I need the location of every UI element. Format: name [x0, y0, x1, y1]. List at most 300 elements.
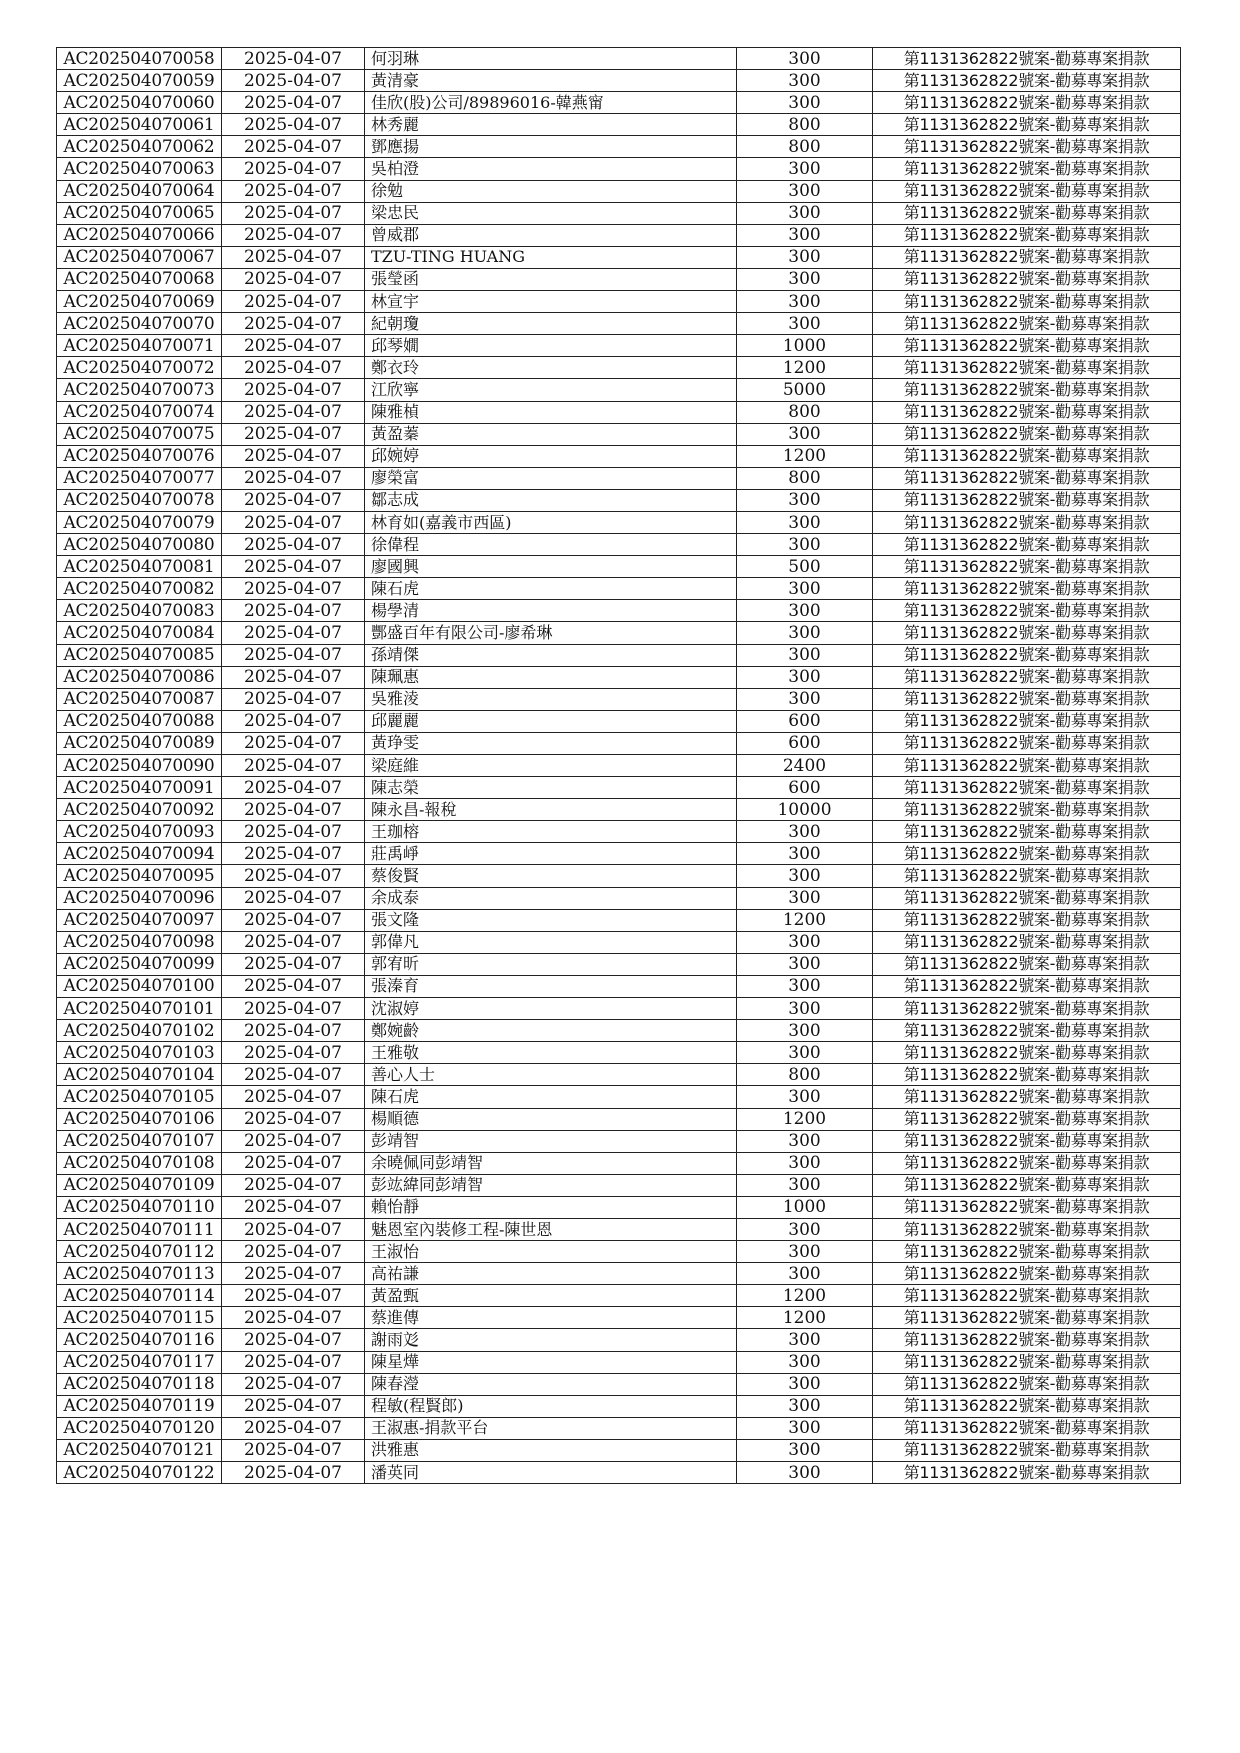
donor-name-cell: 鄭衣玲 — [365, 357, 737, 379]
amount-cell: 800 — [737, 1064, 873, 1086]
donor-name-cell: 梁庭維 — [365, 755, 737, 777]
date-cell: 2025-04-07 — [222, 1241, 365, 1263]
receipt-number-cell: AC202504070062 — [57, 136, 222, 158]
purpose-cell: 第1131362822號案-勸募專案捐款 — [873, 1373, 1181, 1395]
amount-cell: 300 — [737, 953, 873, 975]
amount-cell: 300 — [737, 600, 873, 622]
date-cell: 2025-04-07 — [222, 843, 365, 865]
amount-cell: 300 — [737, 887, 873, 909]
date-cell: 2025-04-07 — [222, 777, 365, 799]
donor-name-cell: 酆盛百年有限公司-廖希琳 — [365, 622, 737, 644]
amount-cell: 300 — [737, 202, 873, 224]
purpose-cell: 第1131362822號案-勸募專案捐款 — [873, 1241, 1181, 1263]
table-row — [57, 467, 1181, 489]
purpose-cell: 第1131362822號案-勸募專案捐款 — [873, 1108, 1181, 1130]
table-row — [57, 1020, 1181, 1042]
table-row — [57, 1064, 1181, 1086]
date-cell: 2025-04-07 — [222, 379, 365, 401]
receipt-number-cell: AC202504070058 — [57, 48, 222, 70]
purpose-cell: 第1131362822號案-勸募專案捐款 — [873, 445, 1181, 467]
purpose-cell: 第1131362822號案-勸募專案捐款 — [873, 821, 1181, 843]
donor-name-cell: 賴怡靜 — [365, 1196, 737, 1218]
purpose-cell: 第1131362822號案-勸募專案捐款 — [873, 268, 1181, 290]
donor-name-cell: 洪雅惠 — [365, 1439, 737, 1461]
receipt-number-cell: AC202504070066 — [57, 224, 222, 246]
amount-cell: 300 — [737, 1373, 873, 1395]
date-cell: 2025-04-07 — [222, 202, 365, 224]
receipt-number-cell: AC202504070109 — [57, 1174, 222, 1196]
date-cell: 2025-04-07 — [222, 644, 365, 666]
amount-cell: 600 — [737, 710, 873, 732]
date-cell: 2025-04-07 — [222, 1196, 365, 1218]
purpose-cell: 第1131362822號案-勸募專案捐款 — [873, 1351, 1181, 1373]
date-cell: 2025-04-07 — [222, 489, 365, 511]
purpose-cell: 第1131362822號案-勸募專案捐款 — [873, 1020, 1181, 1042]
date-cell: 2025-04-07 — [222, 70, 365, 92]
amount-cell: 300 — [737, 1462, 873, 1484]
purpose-cell: 第1131362822號案-勸募專案捐款 — [873, 799, 1181, 821]
amount-cell: 5000 — [737, 379, 873, 401]
receipt-number-cell: AC202504070110 — [57, 1196, 222, 1218]
amount-cell: 1200 — [737, 1285, 873, 1307]
receipt-number-cell: AC202504070107 — [57, 1130, 222, 1152]
receipt-number-cell: AC202504070111 — [57, 1218, 222, 1240]
date-cell: 2025-04-07 — [222, 998, 365, 1020]
receipt-number-cell: AC202504070059 — [57, 70, 222, 92]
date-cell: 2025-04-07 — [222, 335, 365, 357]
date-cell: 2025-04-07 — [222, 975, 365, 997]
table-row — [57, 1417, 1181, 1439]
purpose-cell: 第1131362822號案-勸募專案捐款 — [873, 998, 1181, 1020]
donor-name-cell: 曾威郡 — [365, 224, 737, 246]
purpose-cell: 第1131362822號案-勸募專案捐款 — [873, 1417, 1181, 1439]
amount-cell: 300 — [737, 622, 873, 644]
table-row — [57, 445, 1181, 467]
amount-cell: 500 — [737, 556, 873, 578]
donor-name-cell: 邱婉婷 — [365, 445, 737, 467]
donor-name-cell: 黃盈蓁 — [365, 423, 737, 445]
date-cell: 2025-04-07 — [222, 865, 365, 887]
table-row — [57, 401, 1181, 423]
donor-name-cell: 王珈榕 — [365, 821, 737, 843]
date-cell: 2025-04-07 — [222, 92, 365, 114]
table-row — [57, 489, 1181, 511]
amount-cell: 300 — [737, 180, 873, 202]
purpose-cell: 第1131362822號案-勸募專案捐款 — [873, 1285, 1181, 1307]
date-cell: 2025-04-07 — [222, 467, 365, 489]
donor-name-cell: 徐偉程 — [365, 534, 737, 556]
purpose-cell: 第1131362822號案-勸募專案捐款 — [873, 688, 1181, 710]
purpose-cell: 第1131362822號案-勸募專案捐款 — [873, 556, 1181, 578]
donor-name-cell: 孫靖傑 — [365, 644, 737, 666]
receipt-number-cell: AC202504070121 — [57, 1439, 222, 1461]
donor-name-cell: 黃清豪 — [365, 70, 737, 92]
receipt-number-cell: AC202504070070 — [57, 313, 222, 335]
donor-name-cell: 廖國興 — [365, 556, 737, 578]
purpose-cell: 第1131362822號案-勸募專案捐款 — [873, 136, 1181, 158]
amount-cell: 300 — [737, 1152, 873, 1174]
donor-name-cell: 鄧應揚 — [365, 136, 737, 158]
purpose-cell: 第1131362822號案-勸募專案捐款 — [873, 887, 1181, 909]
date-cell: 2025-04-07 — [222, 556, 365, 578]
donor-name-cell: 佳欣(股)公司/89896016-韓燕甯 — [365, 92, 737, 114]
receipt-number-cell: AC202504070091 — [57, 777, 222, 799]
amount-cell: 300 — [737, 534, 873, 556]
donor-name-cell: 張瑩函 — [365, 268, 737, 290]
date-cell: 2025-04-07 — [222, 732, 365, 754]
receipt-number-cell: AC202504070108 — [57, 1152, 222, 1174]
amount-cell: 300 — [737, 1395, 873, 1417]
table-row — [57, 1152, 1181, 1174]
amount-cell: 1200 — [737, 445, 873, 467]
table-row — [57, 732, 1181, 754]
date-cell: 2025-04-07 — [222, 423, 365, 445]
table-row — [57, 578, 1181, 600]
purpose-cell: 第1131362822號案-勸募專案捐款 — [873, 1218, 1181, 1240]
table-row — [57, 1439, 1181, 1461]
purpose-cell: 第1131362822號案-勸募專案捐款 — [873, 1307, 1181, 1329]
date-cell: 2025-04-07 — [222, 953, 365, 975]
donor-name-cell: 陳石虎 — [365, 1086, 737, 1108]
amount-cell: 300 — [737, 975, 873, 997]
date-cell: 2025-04-07 — [222, 1064, 365, 1086]
donor-name-cell: 林育如(嘉義市西區) — [365, 511, 737, 533]
amount-cell: 300 — [737, 268, 873, 290]
table-row — [57, 1174, 1181, 1196]
donor-name-cell: 陳珮惠 — [365, 666, 737, 688]
amount-cell: 300 — [737, 1130, 873, 1152]
amount-cell: 300 — [737, 291, 873, 313]
donor-name-cell: 黃琤雯 — [365, 732, 737, 754]
table-row — [57, 1130, 1181, 1152]
date-cell: 2025-04-07 — [222, 401, 365, 423]
table-row — [57, 953, 1181, 975]
date-cell: 2025-04-07 — [222, 534, 365, 556]
receipt-number-cell: AC202504070073 — [57, 379, 222, 401]
purpose-cell: 第1131362822號案-勸募專案捐款 — [873, 622, 1181, 644]
amount-cell: 2400 — [737, 755, 873, 777]
purpose-cell: 第1131362822號案-勸募專案捐款 — [873, 224, 1181, 246]
table-row — [57, 1351, 1181, 1373]
purpose-cell: 第1131362822號案-勸募專案捐款 — [873, 732, 1181, 754]
donor-name-cell: 謝雨彣 — [365, 1329, 737, 1351]
donor-name-cell: 鄒志成 — [365, 489, 737, 511]
receipt-number-cell: AC202504070083 — [57, 600, 222, 622]
table-row — [57, 1196, 1181, 1218]
date-cell: 2025-04-07 — [222, 688, 365, 710]
donor-name-cell: 林宣宇 — [365, 291, 737, 313]
amount-cell: 300 — [737, 70, 873, 92]
receipt-number-cell: AC202504070099 — [57, 953, 222, 975]
purpose-cell: 第1131362822號案-勸募專案捐款 — [873, 379, 1181, 401]
table-row — [57, 423, 1181, 445]
donor-name-cell: 鄭婉齡 — [365, 1020, 737, 1042]
amount-cell: 300 — [737, 423, 873, 445]
receipt-number-cell: AC202504070098 — [57, 931, 222, 953]
purpose-cell: 第1131362822號案-勸募專案捐款 — [873, 755, 1181, 777]
amount-cell: 10000 — [737, 799, 873, 821]
amount-cell: 1200 — [737, 909, 873, 931]
receipt-number-cell: AC202504070100 — [57, 975, 222, 997]
donor-name-cell: 陳雅楨 — [365, 401, 737, 423]
date-cell: 2025-04-07 — [222, 445, 365, 467]
amount-cell: 300 — [737, 1417, 873, 1439]
table-row — [57, 1218, 1181, 1240]
amount-cell: 300 — [737, 1218, 873, 1240]
date-cell: 2025-04-07 — [222, 600, 365, 622]
purpose-cell: 第1131362822號案-勸募專案捐款 — [873, 1439, 1181, 1461]
purpose-cell: 第1131362822號案-勸募專案捐款 — [873, 865, 1181, 887]
table-row — [57, 865, 1181, 887]
amount-cell: 300 — [737, 1439, 873, 1461]
amount-cell: 300 — [737, 931, 873, 953]
purpose-cell: 第1131362822號案-勸募專案捐款 — [873, 1329, 1181, 1351]
donor-name-cell: 吳柏澄 — [365, 158, 737, 180]
table-row — [57, 1241, 1181, 1263]
table-row — [57, 335, 1181, 357]
purpose-cell: 第1131362822號案-勸募專案捐款 — [873, 1395, 1181, 1417]
date-cell: 2025-04-07 — [222, 578, 365, 600]
date-cell: 2025-04-07 — [222, 821, 365, 843]
receipt-number-cell: AC202504070081 — [57, 556, 222, 578]
date-cell: 2025-04-07 — [222, 224, 365, 246]
date-cell: 2025-04-07 — [222, 1086, 365, 1108]
amount-cell: 300 — [737, 246, 873, 268]
date-cell: 2025-04-07 — [222, 909, 365, 931]
date-cell: 2025-04-07 — [222, 1417, 365, 1439]
receipt-number-cell: AC202504070102 — [57, 1020, 222, 1042]
receipt-number-cell: AC202504070069 — [57, 291, 222, 313]
donor-name-cell: 梁忠民 — [365, 202, 737, 224]
purpose-cell: 第1131362822號案-勸募專案捐款 — [873, 158, 1181, 180]
purpose-cell: 第1131362822號案-勸募專案捐款 — [873, 313, 1181, 335]
purpose-cell: 第1131362822號案-勸募專案捐款 — [873, 48, 1181, 70]
table-row — [57, 70, 1181, 92]
table-row — [57, 268, 1181, 290]
purpose-cell: 第1131362822號案-勸募專案捐款 — [873, 1152, 1181, 1174]
receipt-number-cell: AC202504070061 — [57, 114, 222, 136]
table-row — [57, 511, 1181, 533]
donor-name-cell: 邱琴嫺 — [365, 335, 737, 357]
date-cell: 2025-04-07 — [222, 931, 365, 953]
table-row — [57, 755, 1181, 777]
receipt-number-cell: AC202504070084 — [57, 622, 222, 644]
purpose-cell: 第1131362822號案-勸募專案捐款 — [873, 291, 1181, 313]
purpose-cell: 第1131362822號案-勸募專案捐款 — [873, 357, 1181, 379]
table-row — [57, 224, 1181, 246]
purpose-cell: 第1131362822號案-勸募專案捐款 — [873, 423, 1181, 445]
table-row — [57, 1086, 1181, 1108]
amount-cell: 300 — [737, 489, 873, 511]
date-cell: 2025-04-07 — [222, 887, 365, 909]
date-cell: 2025-04-07 — [222, 313, 365, 335]
date-cell: 2025-04-07 — [222, 666, 365, 688]
amount-cell: 300 — [737, 1174, 873, 1196]
purpose-cell: 第1131362822號案-勸募專案捐款 — [873, 70, 1181, 92]
table-row — [57, 291, 1181, 313]
purpose-cell: 第1131362822號案-勸募專案捐款 — [873, 1462, 1181, 1484]
donor-name-cell: 張文隆 — [365, 909, 737, 931]
table-row — [57, 975, 1181, 997]
amount-cell: 300 — [737, 1263, 873, 1285]
receipt-number-cell: AC202504070112 — [57, 1241, 222, 1263]
receipt-number-cell: AC202504070065 — [57, 202, 222, 224]
amount-cell: 800 — [737, 467, 873, 489]
receipt-number-cell: AC202504070097 — [57, 909, 222, 931]
receipt-number-cell: AC202504070101 — [57, 998, 222, 1020]
purpose-cell: 第1131362822號案-勸募專案捐款 — [873, 92, 1181, 114]
receipt-number-cell: AC202504070071 — [57, 335, 222, 357]
date-cell: 2025-04-07 — [222, 755, 365, 777]
date-cell: 2025-04-07 — [222, 1351, 365, 1373]
date-cell: 2025-04-07 — [222, 1218, 365, 1240]
donor-name-cell: 陳春瀅 — [365, 1373, 737, 1395]
table-row — [57, 202, 1181, 224]
table-row — [57, 1108, 1181, 1130]
date-cell: 2025-04-07 — [222, 1285, 365, 1307]
purpose-cell: 第1131362822號案-勸募專案捐款 — [873, 534, 1181, 556]
amount-cell: 300 — [737, 1020, 873, 1042]
table-row — [57, 357, 1181, 379]
amount-cell: 300 — [737, 688, 873, 710]
donor-name-cell: 張溱育 — [365, 975, 737, 997]
donor-name-cell: 徐勉 — [365, 180, 737, 202]
amount-cell: 600 — [737, 777, 873, 799]
table-row — [57, 158, 1181, 180]
donor-name-cell: TZU-TING HUANG — [365, 246, 737, 268]
purpose-cell: 第1131362822號案-勸募專案捐款 — [873, 511, 1181, 533]
purpose-cell: 第1131362822號案-勸募專案捐款 — [873, 710, 1181, 732]
table-row — [57, 92, 1181, 114]
purpose-cell: 第1131362822號案-勸募專案捐款 — [873, 202, 1181, 224]
donor-name-cell: 邱麗麗 — [365, 710, 737, 732]
donor-name-cell: 蔡俊賢 — [365, 865, 737, 887]
table-row — [57, 48, 1181, 70]
date-cell: 2025-04-07 — [222, 1130, 365, 1152]
date-cell: 2025-04-07 — [222, 1042, 365, 1064]
table-row — [57, 710, 1181, 732]
amount-cell: 300 — [737, 313, 873, 335]
donor-name-cell: 莊禹崢 — [365, 843, 737, 865]
date-cell: 2025-04-07 — [222, 1329, 365, 1351]
donor-name-cell: 潘英同 — [365, 1462, 737, 1484]
table-row — [57, 1263, 1181, 1285]
donor-name-cell: 紀朝瓊 — [365, 313, 737, 335]
receipt-number-cell: AC202504070104 — [57, 1064, 222, 1086]
table-row — [57, 998, 1181, 1020]
donor-name-cell: 余成泰 — [365, 887, 737, 909]
receipt-number-cell: AC202504070085 — [57, 644, 222, 666]
date-cell: 2025-04-07 — [222, 357, 365, 379]
receipt-number-cell: AC202504070114 — [57, 1285, 222, 1307]
table-row — [57, 1285, 1181, 1307]
purpose-cell: 第1131362822號案-勸募專案捐款 — [873, 666, 1181, 688]
donor-name-cell: 王淑惠-捐款平台 — [365, 1417, 737, 1439]
donor-name-cell: 陳永昌-報稅 — [365, 799, 737, 821]
purpose-cell: 第1131362822號案-勸募專案捐款 — [873, 578, 1181, 600]
table-row — [57, 1329, 1181, 1351]
receipt-number-cell: AC202504070113 — [57, 1263, 222, 1285]
donor-name-cell: 彭靖智 — [365, 1130, 737, 1152]
amount-cell: 300 — [737, 998, 873, 1020]
date-cell: 2025-04-07 — [222, 246, 365, 268]
donor-name-cell: 陳星燁 — [365, 1351, 737, 1373]
date-cell: 2025-04-07 — [222, 291, 365, 313]
date-cell: 2025-04-07 — [222, 48, 365, 70]
date-cell: 2025-04-07 — [222, 1395, 365, 1417]
amount-cell: 300 — [737, 511, 873, 533]
donor-name-cell: 楊順德 — [365, 1108, 737, 1130]
amount-cell: 1200 — [737, 1307, 873, 1329]
table-row — [57, 556, 1181, 578]
table-row — [57, 534, 1181, 556]
date-cell: 2025-04-07 — [222, 1462, 365, 1484]
date-cell: 2025-04-07 — [222, 1263, 365, 1285]
purpose-cell: 第1131362822號案-勸募專案捐款 — [873, 489, 1181, 511]
table-row — [57, 843, 1181, 865]
donor-name-cell: 江欣寧 — [365, 379, 737, 401]
receipt-number-cell: AC202504070086 — [57, 666, 222, 688]
purpose-cell: 第1131362822號案-勸募專案捐款 — [873, 180, 1181, 202]
date-cell: 2025-04-07 — [222, 1307, 365, 1329]
amount-cell: 1000 — [737, 335, 873, 357]
purpose-cell: 第1131362822號案-勸募專案捐款 — [873, 1174, 1181, 1196]
receipt-number-cell: AC202504070118 — [57, 1373, 222, 1395]
receipt-number-cell: AC202504070068 — [57, 268, 222, 290]
date-cell: 2025-04-07 — [222, 622, 365, 644]
donor-name-cell: 王淑怡 — [365, 1241, 737, 1263]
date-cell: 2025-04-07 — [222, 1439, 365, 1461]
amount-cell: 300 — [737, 224, 873, 246]
table-row — [57, 180, 1181, 202]
purpose-cell: 第1131362822號案-勸募專案捐款 — [873, 114, 1181, 136]
donor-name-cell: 魅恩室內裝修工程-陳世恩 — [365, 1218, 737, 1240]
purpose-cell: 第1131362822號案-勸募專案捐款 — [873, 909, 1181, 931]
receipt-number-cell: AC202504070079 — [57, 511, 222, 533]
donor-name-cell: 郭宥昕 — [365, 953, 737, 975]
purpose-cell: 第1131362822號案-勸募專案捐款 — [873, 401, 1181, 423]
purpose-cell: 第1131362822號案-勸募專案捐款 — [873, 335, 1181, 357]
donor-name-cell: 程敏(程賢郎) — [365, 1395, 737, 1417]
donor-name-cell: 善心人士 — [365, 1064, 737, 1086]
receipt-number-cell: AC202504070064 — [57, 180, 222, 202]
purpose-cell: 第1131362822號案-勸募專案捐款 — [873, 1064, 1181, 1086]
date-cell: 2025-04-07 — [222, 511, 365, 533]
amount-cell: 800 — [737, 114, 873, 136]
receipt-number-cell: AC202504070090 — [57, 755, 222, 777]
table-row — [57, 1462, 1181, 1484]
receipt-number-cell: AC202504070078 — [57, 489, 222, 511]
receipt-number-cell: AC202504070077 — [57, 467, 222, 489]
receipt-number-cell: AC202504070095 — [57, 865, 222, 887]
donor-name-cell: 吳雅淩 — [365, 688, 737, 710]
date-cell: 2025-04-07 — [222, 1174, 365, 1196]
donor-name-cell: 王雅敬 — [365, 1042, 737, 1064]
amount-cell: 800 — [737, 401, 873, 423]
donor-name-cell: 高祐謙 — [365, 1263, 737, 1285]
purpose-cell: 第1131362822號案-勸募專案捐款 — [873, 600, 1181, 622]
date-cell: 2025-04-07 — [222, 1108, 365, 1130]
table-row — [57, 136, 1181, 158]
table-row — [57, 1307, 1181, 1329]
amount-cell: 1000 — [737, 1196, 873, 1218]
receipt-number-cell: AC202504070088 — [57, 710, 222, 732]
purpose-cell: 第1131362822號案-勸募專案捐款 — [873, 1086, 1181, 1108]
donor-name-cell: 余曉佩同彭靖智 — [365, 1152, 737, 1174]
purpose-cell: 第1131362822號案-勸募專案捐款 — [873, 246, 1181, 268]
receipt-number-cell: AC202504070093 — [57, 821, 222, 843]
purpose-cell: 第1131362822號案-勸募專案捐款 — [873, 644, 1181, 666]
